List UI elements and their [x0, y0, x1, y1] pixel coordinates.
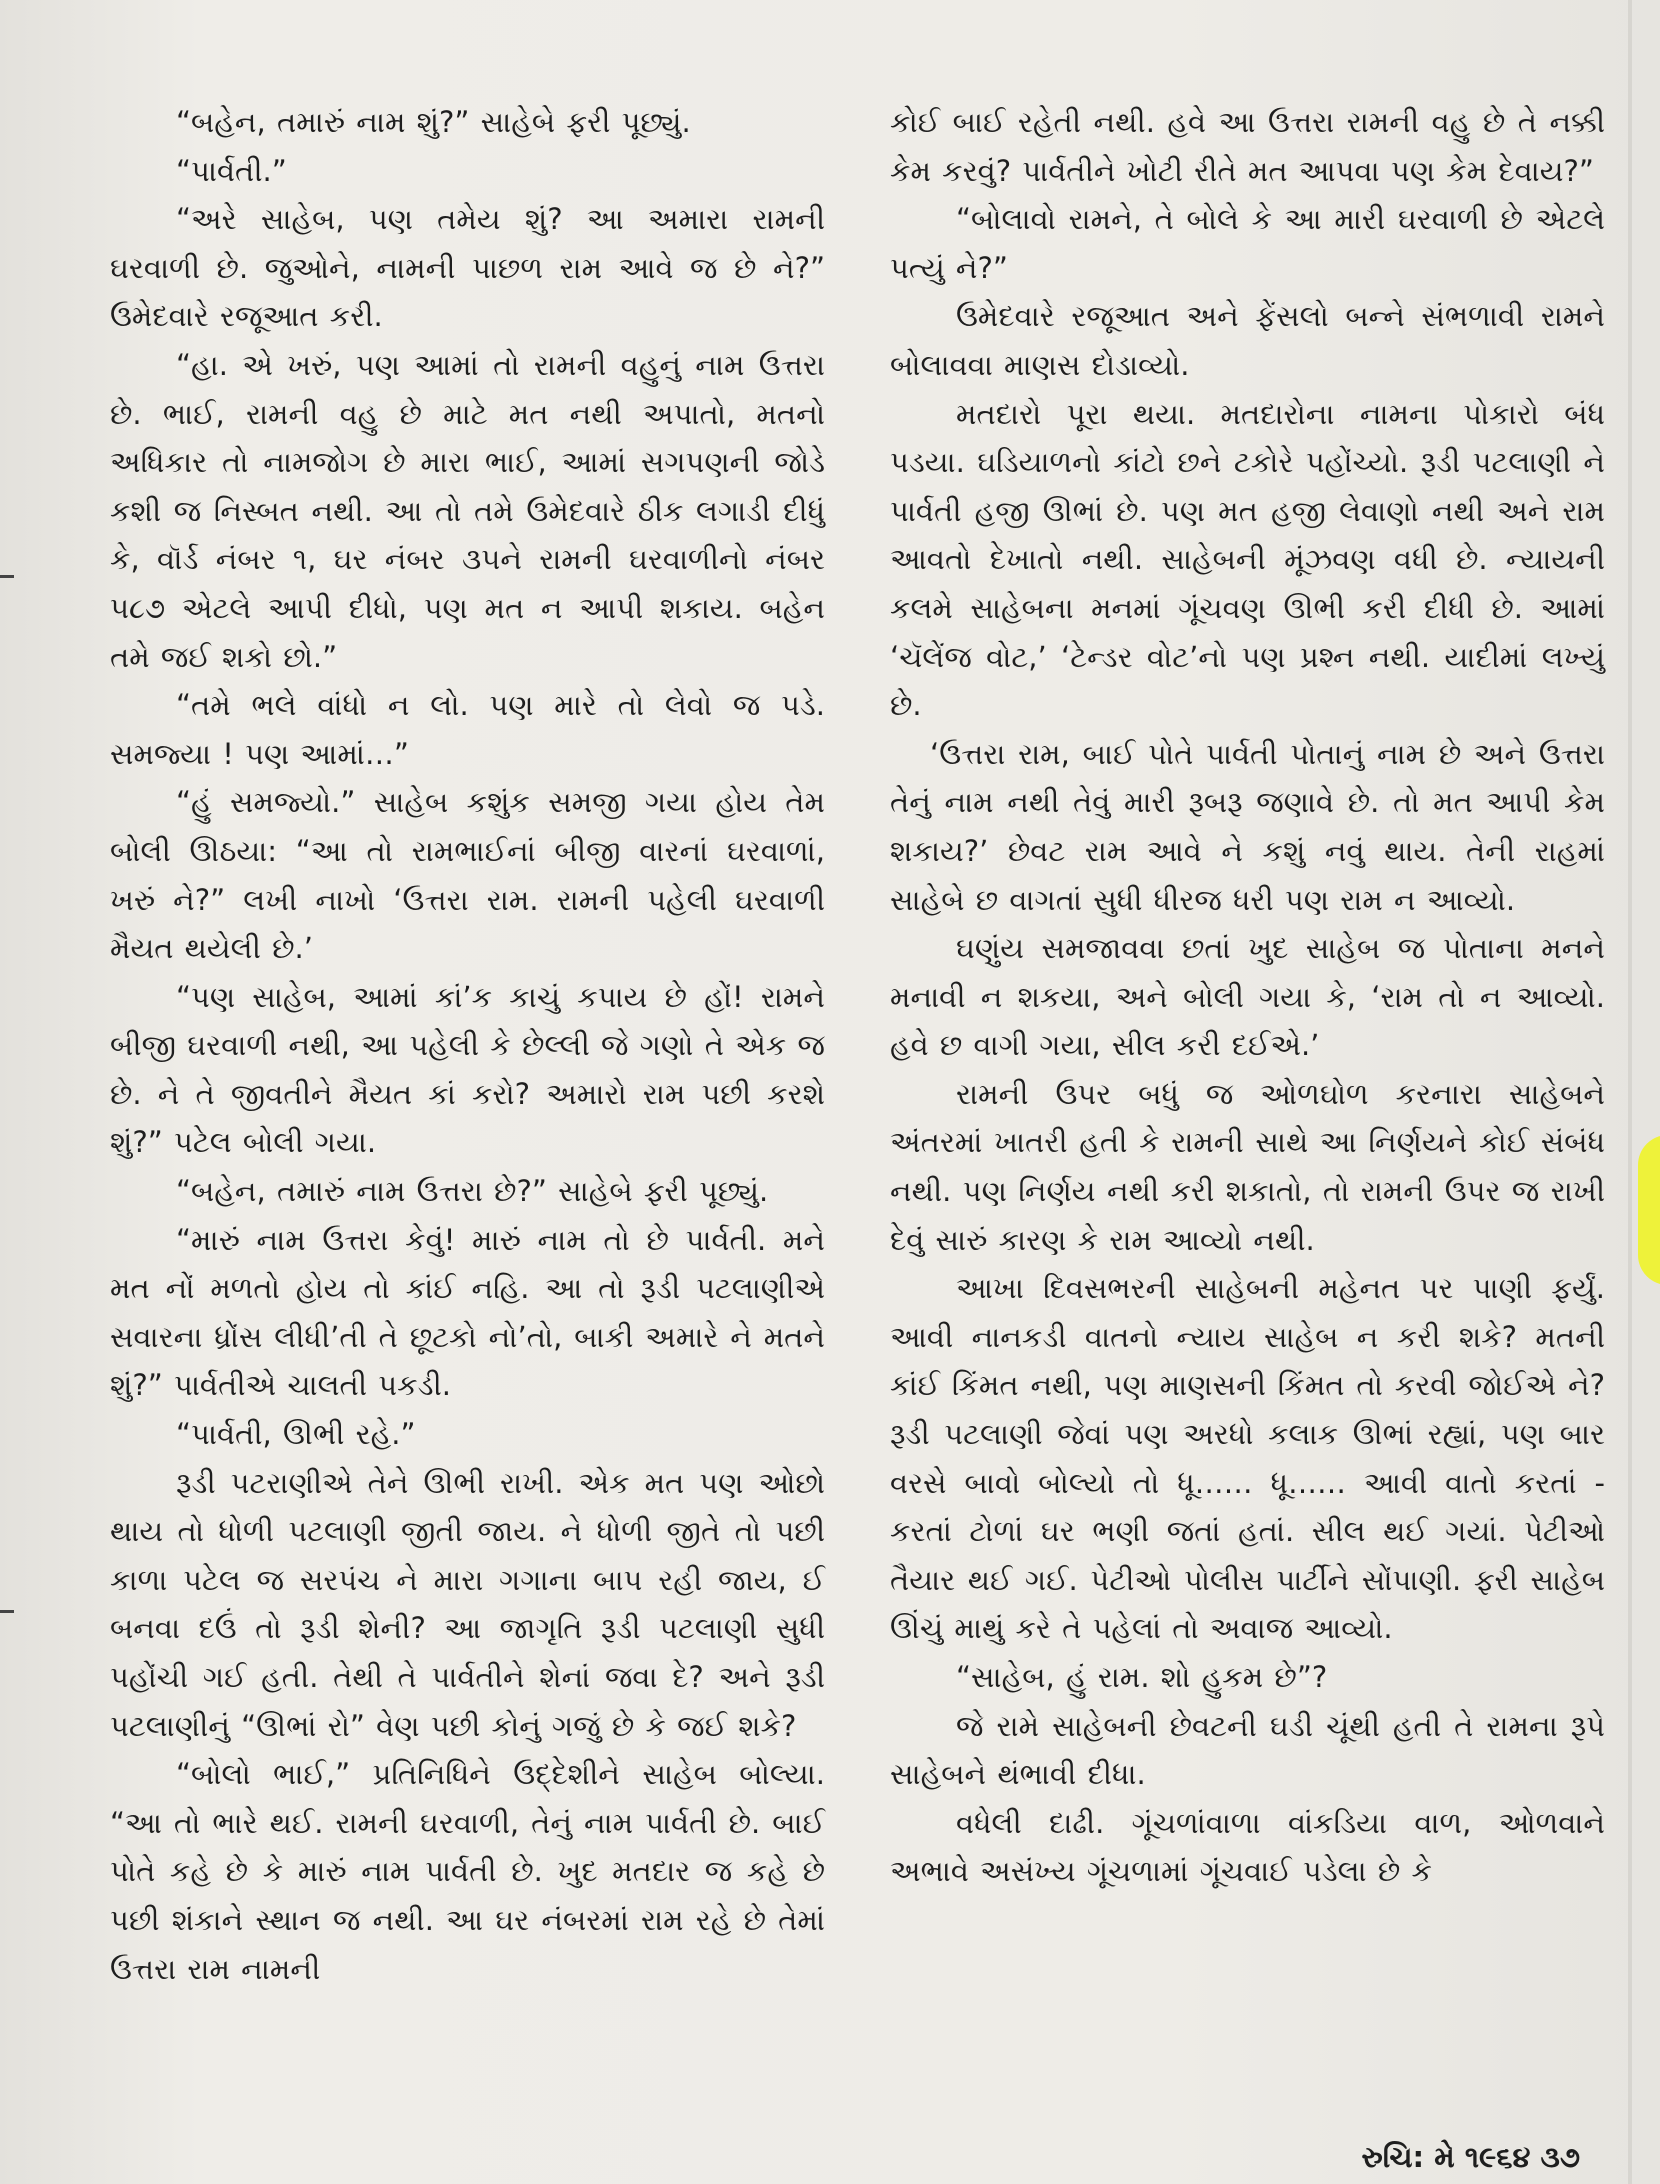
paragraph: “સાહેબ, હું રામ. શો હુકમ છે”?	[956, 1660, 1328, 1694]
paragraph: રામની ઉપર બધું જ ઓળઘોળ કરનારા સાહેબને અંતરમાં ખાતરી હતી કે રામની સાથે આ નિર્ણયને કોઈ સંબંધ નથી. પણ નિર્ણય નથી કરી શકાતો, તો રામની ઉપર જ રાખી દેવું સારું કારણ કે રામ આવ્યો નથી.	[890, 1076, 1605, 1257]
paragraph: “બોલો ભાઈ,” પ્રતિનિધિને ઉદ્દેશીને સાહેબ બોલ્યા. “આ તો ભારે થઈ. રામની ઘરવાળી, તેનું નામ પાર્વતી છે. બાઈ પોતે કહે છે કે મારું નામ પાર્વતી છે. ખુદ મતદાર જ કહે છે પછી શંકાને સ્થાન જ નથી. આ ઘર નંબરમાં રામ રહે છે તેમાં ઉત્તરા રામ નામની	[110, 1757, 825, 1986]
paragraph: “પાર્વતી, ઊભી રહે.”	[176, 1417, 416, 1452]
paragraph: “બહેન, તમારું નામ શું?” સાહેબે ફરી પૂછ્યું.	[176, 105, 691, 139]
paragraph: “પણ સાહેબ, આમાં કાં’ક કાચું કપાય છે હોં! રામને બીજી ઘરવાળી નથી, આ પહેલી કે છેલ્લી જે ગણો તે એક જ છે. ને તે જીવતીને મૈયત કાં કરો? અમારો રામ પછી કરશે શું?” પટેલ બોલી ગયા.	[110, 979, 825, 1160]
paragraph: “પાર્વતી.”	[176, 153, 287, 188]
paragraph: “બહેન, તમારું નામ ઉત્તરા છે?” સાહેબે ફરી પૂછ્યું.	[176, 1174, 769, 1209]
paragraph: “હા. એ ખરું, પણ આમાં તો રામની વહુનું નામ ઉત્તરા છે. ભાઈ, રામની વહુ છે માટે મત નથી અપાતો, મતનો અધિકાર તો નામજોગ છે મારા ભાઈ, આમાં સગપણની જોડે કશી જ નિસ્બત નથી. આ તો તમે ઉમેદવારે ઠીક લગાડી દીધું કે, વૉર્ડ નંબર ૧, ઘર નંબર ૩૫ને રામની ઘરવાળીનો નંબર ૫૮૭ એટલે આપી દીધો, પણ મત ન આપી શકાય. બહેન તમે જઈ શકો છો.”	[110, 347, 825, 674]
right-text-column	[890, 98, 1605, 1896]
paragraph: “અરે સાહેબ, પણ તમેય શું? આ અમારા રામની ઘરવાળી છે. જુઓને, નામની પાછળ રામ આવે જ છે ને?” ઉમેદવારે રજૂઆત કરી.	[110, 202, 825, 334]
paragraph: “મારું નામ ઉત્તરા કેવું! મારું નામ તો છે પાર્વતી. મને મત નોં મળતો હોય તો કાંઈ નહિ. આ તો રૂડી પટલાણીએ સવારના ધ્રોંસ લીધી’તી તે છૂટકો નો’તો, બાકી અમારે ને મતને શું?” પાર્વતીએ ચાલતી પકડી.	[110, 1222, 825, 1403]
paragraph: વધેલી દાઢી. ગૂંચળાંવાળા વાંકડિયા વાળ, ઓળવાને અભાવે અસંખ્ય ગૂંચળામાં ગૂંચવાઈ પડેલા છે કે	[890, 1805, 1605, 1889]
paragraph: રૂડી પટરાણીએ તેને ઊભી રાખી. એક મત પણ ઓછો થાય તો ધોળી પટલાણી જીતી જાય. ને ધોળી જીતે તો પછી કાળા પટેલ જ સરપંચ ને મારા ગગાના બાપ રહી જાય, ઈ બનવા દઉં તો રૂડી શેની? આ જાગૃતિ રૂડી પટલાણી સુધી પહોંચી ગઈ હતી. તેથી તે પાર્વતીને શેનાં જવા દે? અને રૂડી પટલાણીનું “ઊભાં રો” વેણ પછી કોનું ગજું છે કે જઈ શકે?	[110, 1465, 825, 1743]
paragraph: “બોલાવો રામને, તે બોલે કે આ મારી ઘરવાળી છે એટલે પત્યું ને?”	[890, 202, 1605, 285]
paragraph: ઉમેદવારે રજૂઆત અને ફેંસલો બન્ને સંભળાવી રામને બોલાવવા માણસ દોડાવ્યો.	[890, 299, 1605, 382]
margin-mark	[0, 1610, 14, 1613]
yellow-page-tab	[1638, 1135, 1660, 1285]
paragraph: આખા દિવસભરની સાહેબની મહેનત પર પાણી ફર્યું. આવી નાનકડી વાતનો ન્યાય સાહેબ ન કરી શકે? મતની કાંઈ કિંમત નથી, પણ માણસની કિંમત તો કરવી જોઈએ ને? રૂડી પટલાણી જેવાં પણ અરધો કલાક ઊભાં રહ્યાં, પણ બાર વરસે બાવો બોલ્યો તો ધૂ…… ધૂ…… આવી વાતો કરતાં - કરતાં ટોળાં ઘર ભણી જતાં હતાં. સીલ થઈ ગયાં. પેટીઓ તૈયાર થઈ ગઈ. પેટીઓ પોલીસ પાર્ટીને સોંપાણી. ફરી સાહેબ ઊંચું માથું કરે તે પહેલાં તો અવાજ આવ્યો.	[890, 1271, 1605, 1646]
page-footer: રુચિ: મે ૧૯૬૪ ૩૭	[1361, 2140, 1580, 2174]
paragraph: ‘ઉત્તરા રામ, બાઈ પોતે પાર્વતી પોતાનું નામ છે અને ઉત્તરા તેનું નામ નથી તેવું મારી રૂબરૂ જણાવે છે. તો મત આપી કેમ શકાય?’ છેવટ રામ આવે ને કશું નવું થાય. તેની રાહમાં સાહેબે છ વાગતાં સુધી ધીરજ ધરી પણ રામ ન આવ્યો.	[890, 736, 1605, 917]
paragraph: “હું સમજ્યો.” સાહેબ કશુંક સમજી ગયા હોય તેમ બોલી ઊઠયા: “આ તો રામભાઈનાં બીજી વારનાં ઘરવાળાં, ખરું ને?” લખી નાખો ‘ઉત્તરા રામ. રામની પહેલી ઘરવાળી મૈયત થયેલી છે.’	[110, 785, 825, 966]
paragraph: કોઈ બાઈ રહેતી નથી. હવે આ ઉત્તરા રામની વહુ છે તે નક્કી કેમ કરવું? પાર્વતીને ખોટી રીતે મત આપવા પણ કેમ દેવાય?”	[890, 105, 1605, 188]
paragraph: મતદારો પૂરા થયા. મતદારોના નામના પોકારો બંધ પડયા. ઘડિયાળનો કાંટો છને ટકોરે પહોંચ્યો. રૂડી પટલાણી ને પાર્વતી હજી ઊભાં છે. પણ મત હજી લેવાણો નથી અને રામ આવતો દેખાતો નથી. સાહેબની મૂંઝવણ વધી છે. ન્યાયની કલમે સાહેબના મનમાં ગૂંચવણ ઊભી કરી દીધી છે. આમાં ‘ચૅલેંજ વોટ,’ ‘ટેન્ડર વોટ’નો પણ પ્રશ્ન નથી. યાદીમાં લખ્યું છે.	[890, 396, 1605, 723]
paragraph: ઘણુંય સમજાવવા છતાં ખુદ સાહેબ જ પોતાના મનને મનાવી ન શકયા, અને બોલી ગયા કે, ‘રામ તો ન આવ્યો. હવે છ વાગી ગયા, સીલ કરી દઈએ.’	[890, 931, 1605, 1063]
margin-mark	[0, 575, 14, 578]
page-edge-shadow	[1628, 0, 1632, 2184]
paragraph: “તમે ભલે વાંધો ન લો. પણ મારે તો લેવો જ પડે. સમજ્યા ! પણ આમાં…”	[110, 688, 825, 771]
paragraph: જે રામે સાહેબની છેવટની ઘડી ચૂંથી હતી તે રામના રૂપે સાહેબને થંભાવી દીધા.	[890, 1708, 1605, 1792]
left-text-column	[110, 98, 825, 1993]
